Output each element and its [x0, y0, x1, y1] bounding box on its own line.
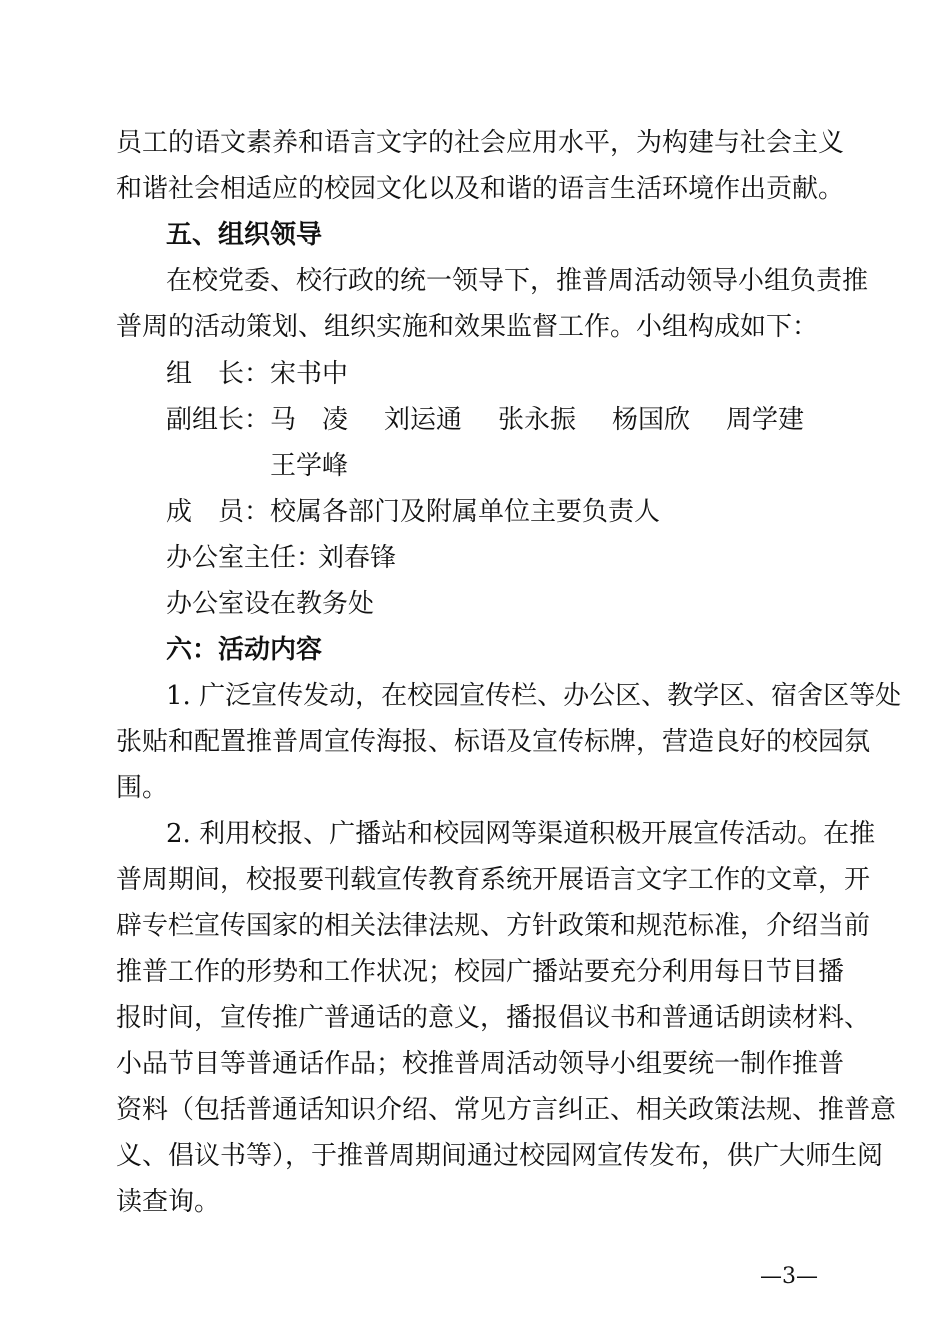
- paragraph-line: 小品节目等普通话作品；校推普周活动领导小组要统一制作推普: [116, 1049, 845, 1079]
- member-text: 校属各部门及附属单位主要负责人: [270, 497, 661, 527]
- paragraph-line: 围。: [116, 773, 169, 803]
- paragraph-line: 员工的语文素养和语言文字的社会应用水平，为构建与社会主义: [116, 128, 845, 158]
- deputy-name: 杨国欣: [612, 405, 691, 435]
- office-director-name: 刘春锋: [318, 543, 397, 573]
- section-heading-activities: 六：活动内容: [166, 635, 323, 665]
- paragraph-line: 读查询。: [116, 1187, 221, 1217]
- deputy-name: 刘运通: [384, 405, 463, 435]
- office-location: 办公室设在教务处: [166, 589, 375, 619]
- paragraph-line: 2. 利用校报、广播站和校园网等渠道积极开展宣传活动。在推: [166, 819, 876, 849]
- leader-name: 宋书中: [270, 359, 349, 389]
- leader-label: 组 长：: [166, 359, 271, 389]
- paragraph-line: 资料（包括普通话知识介绍、常见方言纠正、相关政策法规、推普意: [116, 1095, 897, 1125]
- deputy-label: 副组长：: [166, 405, 271, 435]
- paragraph-line: 和谐社会相适应的校园文化以及和谐的语言生活环境作出贡献。: [116, 174, 845, 204]
- deputy-name: 王学峰: [270, 451, 349, 481]
- paragraph-line: 报时间，宣传推广普通话的意义，播报倡议书和普通话朗读材料、: [116, 1003, 871, 1033]
- section-heading-organization: 五、组织领导: [166, 220, 323, 250]
- paragraph-line: 张贴和配置推普周宣传海报、标语及宣传标牌，营造良好的校园氛: [116, 727, 871, 757]
- paragraph-line: 辟专栏宣传国家的相关法律法规、方针政策和规范标准，介绍当前: [116, 911, 871, 941]
- paragraph-line: 普周的活动策划、组织实施和效果监督工作。小组构成如下：: [116, 312, 819, 342]
- paragraph-line: 推普工作的形势和工作状况；校园广播站要充分利用每日节目播: [116, 957, 845, 987]
- office-director-label: 办公室主任：: [166, 543, 323, 573]
- deputy-name: 马 凌: [270, 405, 349, 435]
- paragraph-line: 普周期间，校报要刊载宣传教育系统开展语言文字工作的文章，开: [116, 865, 871, 895]
- deputy-name: 周学建: [726, 405, 805, 435]
- paragraph-line: 1. 广泛宣传发动，在校园宣传栏、办公区、教学区、宿舍区等处: [166, 681, 902, 711]
- paragraph-line: 在校党委、校行政的统一领导下，推普周活动领导小组负责推: [166, 266, 869, 296]
- page-number: —3—: [760, 1264, 818, 1289]
- member-label: 成 员：: [166, 497, 271, 527]
- paragraph-line: 义、倡议书等），于推普周期间通过校园网宣传发布，供广大师生阅: [116, 1141, 884, 1171]
- deputy-name: 张永振: [498, 405, 577, 435]
